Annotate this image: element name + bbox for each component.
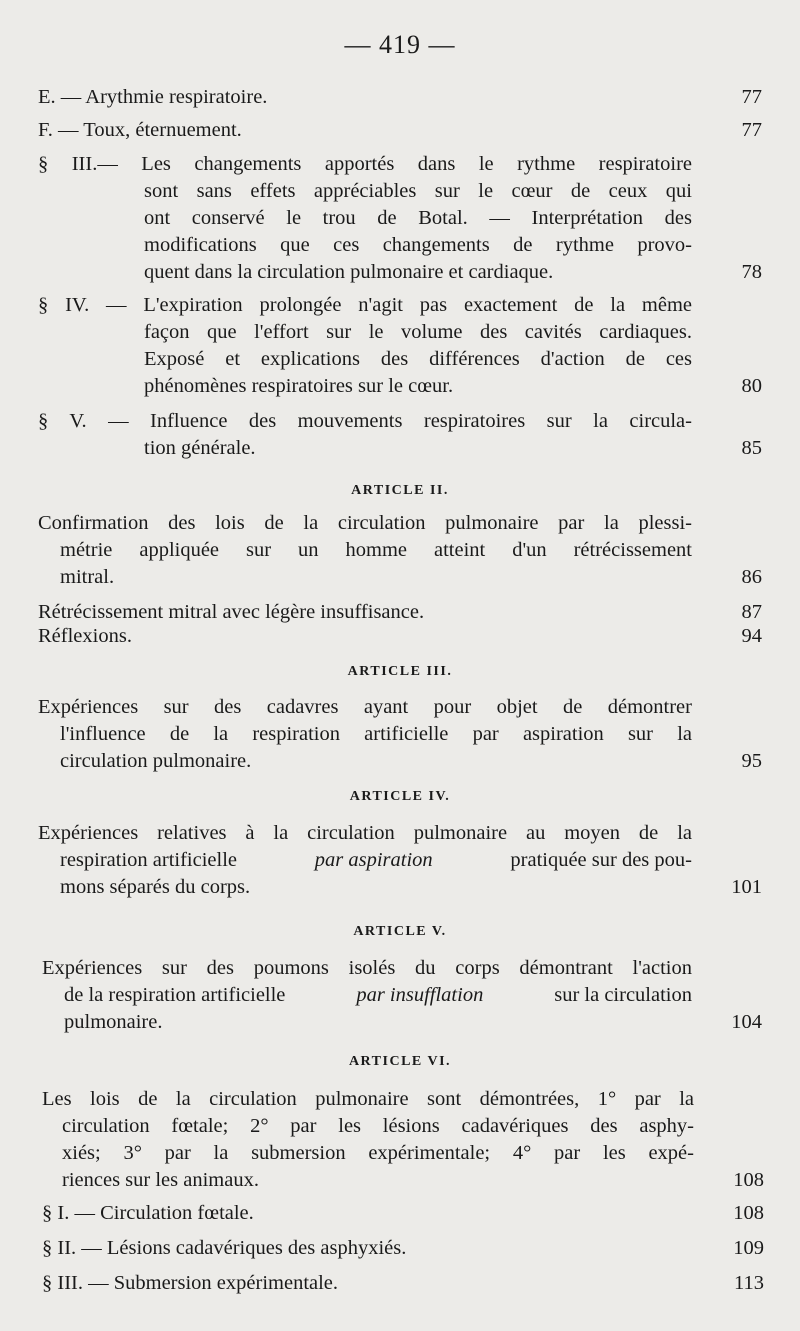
entry-page-number: 113	[734, 1272, 764, 1294]
entry-line: xiés; 3° par la submersion expérimentale; 4° par les expé-	[62, 1142, 694, 1164]
entry-line: E. — Arythmie respiratoire.	[38, 86, 268, 108]
entry-line: § IV. — L'expiration prolongée n'agit pas exactement de la même	[38, 294, 692, 316]
toc-entry	[42, 955, 762, 1036]
toc-entry	[38, 694, 762, 775]
entry-line: Expériences relatives à la circulation pulmonaire au moyen de la	[38, 822, 692, 844]
entry-text-segment: de la respiration artificielle	[64, 984, 286, 1006]
entry-text-italic: par aspiration	[314, 849, 433, 871]
entry-page-number: 108	[733, 1169, 764, 1191]
entry-line: Exposé et explications des différences d'action de ces	[144, 348, 692, 370]
entry-line: ont conservé le trou de Botal. — Interprétation des	[144, 207, 692, 229]
toc-entry	[42, 1086, 764, 1194]
entry-text-segment: pratiquée sur des pou-	[510, 849, 692, 871]
entry-line: Rétrécissement mitral avec légère insuffisance.	[38, 601, 425, 623]
entry-line: Expériences sur des poumons isolés du corps démontrant l'action	[42, 957, 692, 979]
toc-entry	[42, 1270, 764, 1297]
toc-entry	[38, 820, 762, 901]
article-heading: ARTICLE VI.	[348, 1054, 452, 1069]
entry-line: pulmonaire.	[64, 1011, 163, 1033]
toc-entry	[38, 84, 762, 111]
entry-line: Réflexions.	[38, 625, 132, 647]
toc-entry	[38, 292, 762, 400]
entry-text-segment: respiration artificielle	[60, 849, 238, 871]
article-heading: ARTICLE III.	[347, 664, 453, 679]
entry-page-number: 104	[731, 1011, 762, 1033]
entry-line: § V. — Influence des mouvements respiratoires sur la circula-	[38, 410, 692, 432]
entry-page-number: 94	[741, 625, 762, 647]
article-heading: ARTICLE IV.	[349, 789, 451, 804]
entry-line: phénomènes respiratoires sur le cœur.	[144, 375, 454, 397]
toc-entry	[38, 408, 762, 462]
entry-line: Expériences sur des cadavres ayant pour objet de démontrer	[38, 696, 692, 718]
entry-line: modifications que ces changements de rythme provo-	[144, 234, 692, 256]
entry-line: § II. — Lésions cadavériques des asphyxiés.	[42, 1237, 407, 1259]
entry-line: métrie appliquée sur un homme atteint d'un rétrécissement	[60, 539, 692, 561]
entry-text-italic: par insufflation	[356, 984, 484, 1006]
article-heading: ARTICLE V.	[353, 924, 447, 939]
entry-line	[64, 982, 692, 1009]
entry-page-number: 78	[741, 261, 762, 283]
entry-page-number: 77	[741, 86, 762, 108]
entry-line: F. — Toux, éternuement.	[38, 119, 242, 141]
entry-line: circulation pulmonaire.	[60, 750, 252, 772]
entry-page-number: 101	[731, 876, 762, 898]
article-heading: ARTICLE II.	[351, 483, 449, 498]
toc-entry	[42, 1200, 764, 1227]
entry-line: mitral.	[60, 566, 115, 588]
entry-page-number: 80	[741, 375, 762, 397]
entry-line: sont sans effets appréciables sur le cœur de ceux qui	[144, 180, 692, 202]
entry-page-number: 108	[733, 1202, 764, 1224]
page-number-header: — 419 —	[344, 30, 456, 59]
entry-line: façon que l'effort sur le volume des cavités cardiaques.	[144, 321, 692, 343]
entry-line: tion générale.	[144, 437, 256, 459]
entry-line: circulation fœtale; 2° par les lésions cadavériques des asphy-	[62, 1115, 694, 1137]
toc-entry	[42, 1235, 764, 1262]
entry-page-number: 85	[741, 437, 762, 459]
entry-text-segment: sur la circulation	[554, 984, 692, 1006]
entry-line: quent dans la circulation pulmonaire et cardiaque.	[144, 261, 554, 283]
entry-page-number: 95	[741, 750, 762, 772]
entry-line: § III.— Les changements apportés dans le rythme respiratoire	[38, 153, 692, 175]
toc-entry	[38, 599, 762, 626]
entry-line: § I. — Circulation fœtale.	[42, 1202, 254, 1224]
toc-entry	[38, 623, 762, 650]
entry-line: riences sur les animaux.	[62, 1169, 259, 1191]
entry-line	[60, 847, 692, 874]
entry-page-number: 86	[741, 566, 762, 588]
entry-line: mons séparés du corps.	[60, 876, 251, 898]
toc-entry	[38, 117, 762, 144]
toc-entry	[38, 151, 762, 286]
entry-line: l'influence de la respiration artificielle par aspiration sur la	[60, 723, 692, 745]
entry-page-number: 87	[741, 601, 762, 623]
entry-line: Les lois de la circulation pulmonaire sont démontrées, 1° par la	[42, 1088, 694, 1110]
entry-page-number: 109	[733, 1237, 764, 1259]
entry-page-number: 77	[741, 119, 762, 141]
toc-entry	[38, 510, 762, 591]
entry-line: § III. — Submersion expérimentale.	[42, 1272, 339, 1294]
entry-line: Confirmation des lois de la circulation pulmonaire par la plessi-	[38, 512, 692, 534]
